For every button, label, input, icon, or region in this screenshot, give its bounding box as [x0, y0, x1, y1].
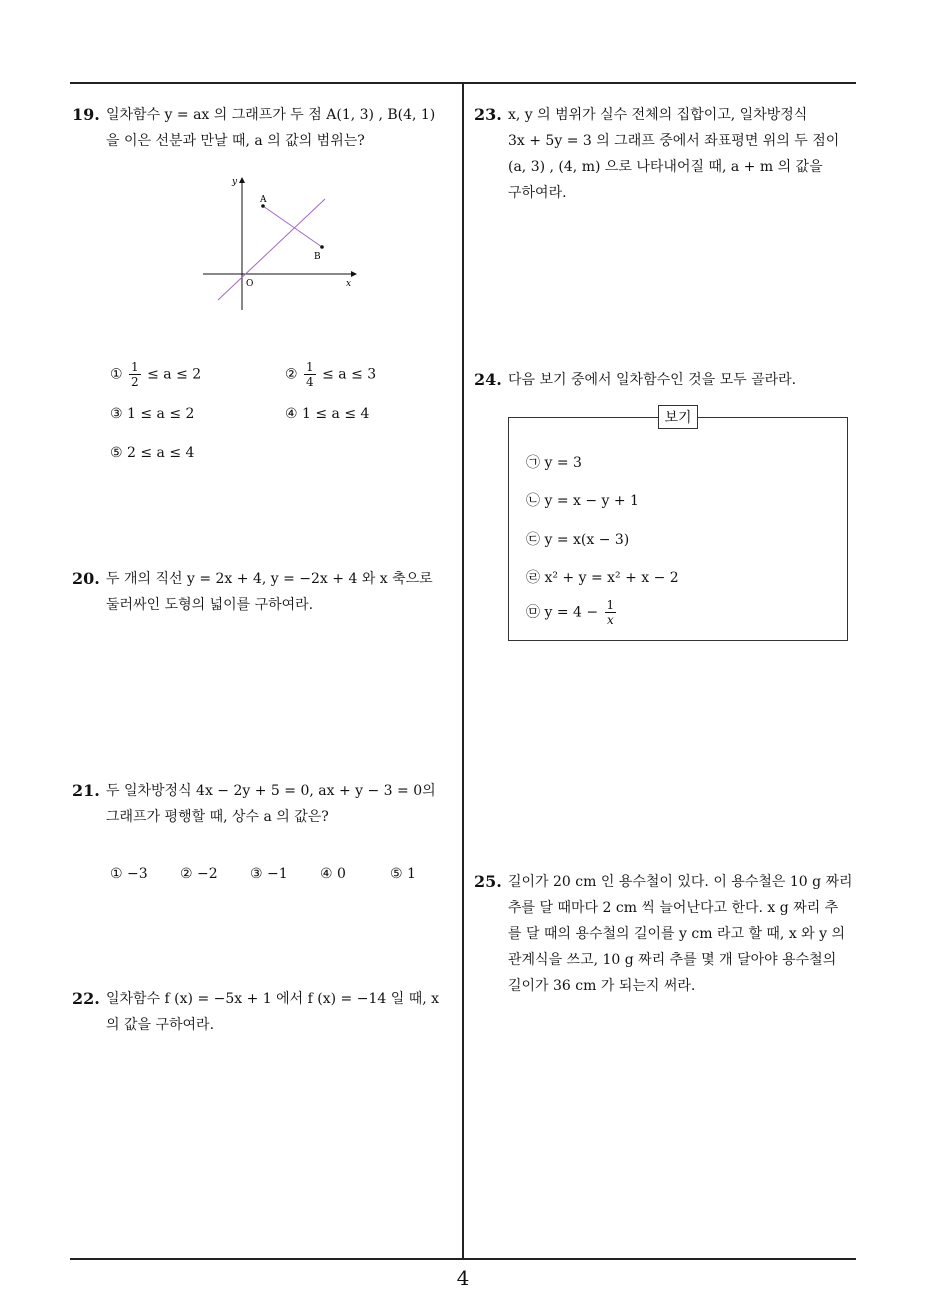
fraction: $\frac{1}{4}$ — [306, 360, 314, 389]
question-number: 22. — [72, 989, 100, 1008]
bottom-rule — [70, 1258, 856, 1260]
fraction: $\frac{1}{x}$ — [606, 598, 615, 627]
question-number: 23. — [474, 105, 502, 124]
q21-choice-5: ⑤ 1 — [390, 866, 416, 882]
question-22 — [72, 986, 458, 1038]
bogi-item-4: ㉣ x² + y = x² + x − 2 — [526, 570, 679, 586]
segment-ab — [263, 206, 322, 247]
page-number: 4 — [456, 1266, 470, 1290]
q21-choice-4: ④ 0 — [320, 866, 346, 882]
bogi-item-1: ㉠ y = 3 — [526, 455, 582, 471]
q19-graph — [198, 172, 368, 312]
question-text: 일차함수 y = ax 의 그래프가 두 점 A(1, 3) , B(4, 1) 을 이은 선분과 만날 때, a 의 값의 범위는? — [106, 107, 436, 149]
origin-label: O — [246, 279, 254, 289]
question-20 — [72, 566, 458, 618]
x-label: x — [346, 279, 352, 289]
question-number: 20. — [72, 569, 100, 588]
bogi-item-2: ㉡ y = x − y + 1 — [526, 493, 639, 509]
question-23 — [474, 102, 860, 206]
question-19 — [72, 102, 458, 154]
q19-choice-1: ① $\frac{1}{2}$ ≤ a ≤ 2 — [110, 360, 202, 389]
q21-choice-2: ② −2 — [180, 866, 218, 882]
column-divider — [462, 83, 464, 1259]
line-y-ax — [218, 199, 325, 300]
question-number: 21. — [72, 781, 100, 800]
bogi-item-3: ㉢ y = x(x − 3) — [526, 532, 630, 548]
question-text: 일차함수 f (x) = −5x + 1 에서 f (x) = −14 일 때, x 의 값을 구하여라. — [106, 991, 440, 1033]
question-text: 다음 보기 중에서 일차함수인 것을 모두 골라라. — [508, 372, 797, 388]
question-24 — [474, 367, 860, 393]
bogi-item-5: ㉤ y = 4 − $\frac{1}{x}$ — [526, 598, 615, 627]
question-text: 두 일차방정식 4x − 2y + 5 = 0, ax + y − 3 = 0의 그래프가 평행할 때, 상수 a 의 값은? — [106, 783, 436, 825]
y-label: y — [232, 177, 238, 187]
q19-choice-4: ④ 1 ≤ a ≤ 4 — [285, 406, 370, 422]
q21-choice-3: ③ −1 — [250, 866, 288, 882]
question-25 — [474, 869, 860, 999]
question-number: 25. — [474, 872, 502, 891]
question-text: 두 개의 직선 y = 2x + 4, y = −2x + 4 와 x 축으로 둘러싸인 도형의 넓이를 구하여라. — [106, 571, 433, 613]
question-number: 19. — [72, 105, 100, 124]
q19-choice-5: ⑤ 2 ≤ a ≤ 4 — [110, 445, 195, 461]
question-text: 길이가 20 cm 인 용수철이 있다. 이 용수철은 10 g 짜리 추를 달 때마다 2 cm 씩 늘어난다고 한다. x g 짜리 추 를 달 때의 용수철의 길이를 y cm 라고 할 때, x 와 y 의 관계식을 쓰고, 10 g 짜리 추를 몇 개 달아야 용수철의 길이가 36 cm 가 되는지 써라. — [508, 874, 853, 994]
question-21 — [72, 778, 458, 830]
q19-choice-2: ② $\frac{1}{4}$ ≤ a ≤ 3 — [285, 360, 377, 389]
q19-choice-3: ③ 1 ≤ a ≤ 2 — [110, 406, 195, 422]
question-number: 24. — [474, 370, 502, 389]
point-b-label: B — [314, 252, 321, 262]
bogi-title: 보기 — [658, 405, 698, 429]
point-b — [320, 245, 324, 249]
question-text: x, y 의 범위가 실수 전체의 집합이고, 일차방정식 3x + 5y = 3 의 그래프 중에서 좌표평면 위의 두 점이 (a, 3) , (4, m) 으로 나타내어질 때, a + m 의 값을 구하여라. — [508, 107, 840, 201]
point-a-label: A — [260, 195, 267, 205]
fraction: $\frac{1}{2}$ — [131, 360, 139, 389]
q21-choice-1: ① −3 — [110, 866, 148, 882]
